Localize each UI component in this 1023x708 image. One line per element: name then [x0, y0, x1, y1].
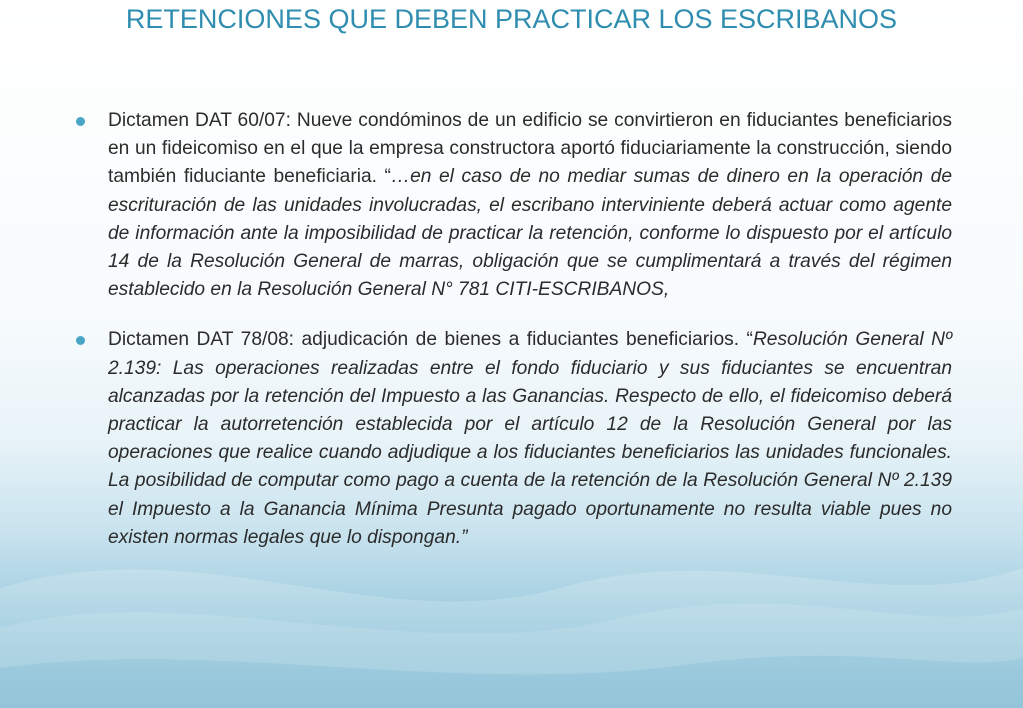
- bullet-list: [72, 107, 952, 574]
- list-item-dictamen-78-08: [72, 326, 952, 552]
- bullet-quote-text: Resolución General Nº 2.139: Las operaciones realizadas entre el fondo fiduciario y sus fiduciantes se encuentran alcanzadas por la retención del Impuesto a las Ganancias. Respecto de ello, el fideicomiso deberá practicar la autorretención establecida por el artículo 12 de la Resolución General por las operaciones que realice cuando adjudique a los fiduciantes beneficiarios las unidades funcionales. La posibilidad de computar como pago a cuenta de la retención de la Resolución General Nº 2.139 el Impuesto a la Ganancia Mínima Presunta pagado oportunamente no resulta viable pues no existen normas legales que lo dispongan.”: [108, 329, 952, 548]
- bullet-plain-text: Dictamen DAT 78/08: adjudicación de bienes a fiduciantes beneficiarios. “: [108, 329, 753, 351]
- bullet-dot-icon: [76, 336, 85, 345]
- bullet-quote-text: …en el caso de no mediar sumas de dinero en la operación de escrituración de las unidades involucradas, el escribano interviniente deberá actuar como agente de información ante la imposibilidad de practicar la retención, conforme lo dispuesto por el artículo 14 de la Resolución General de marras, obligación que se cumplimentará a través del régimen establecido en la Resolución General N° 781 CITI-ESCRIBANOS,: [108, 166, 952, 301]
- bullet-dot-icon: [76, 117, 85, 126]
- list-item-dictamen-60-07: [72, 107, 952, 304]
- slide-title: RETENCIONES QUE DEBEN PRACTICAR LOS ESCRIBANOS: [125, 4, 898, 34]
- bullet-plain-text: Dictamen DAT 60/07: Nueve condóminos de un edificio se convirtieron en fiduciantes beneficiarios en un fideicomiso en el que la empresa constructora aportó fiduciariamente la construcción, siendo también fiduciante beneficiaria. “: [108, 110, 952, 188]
